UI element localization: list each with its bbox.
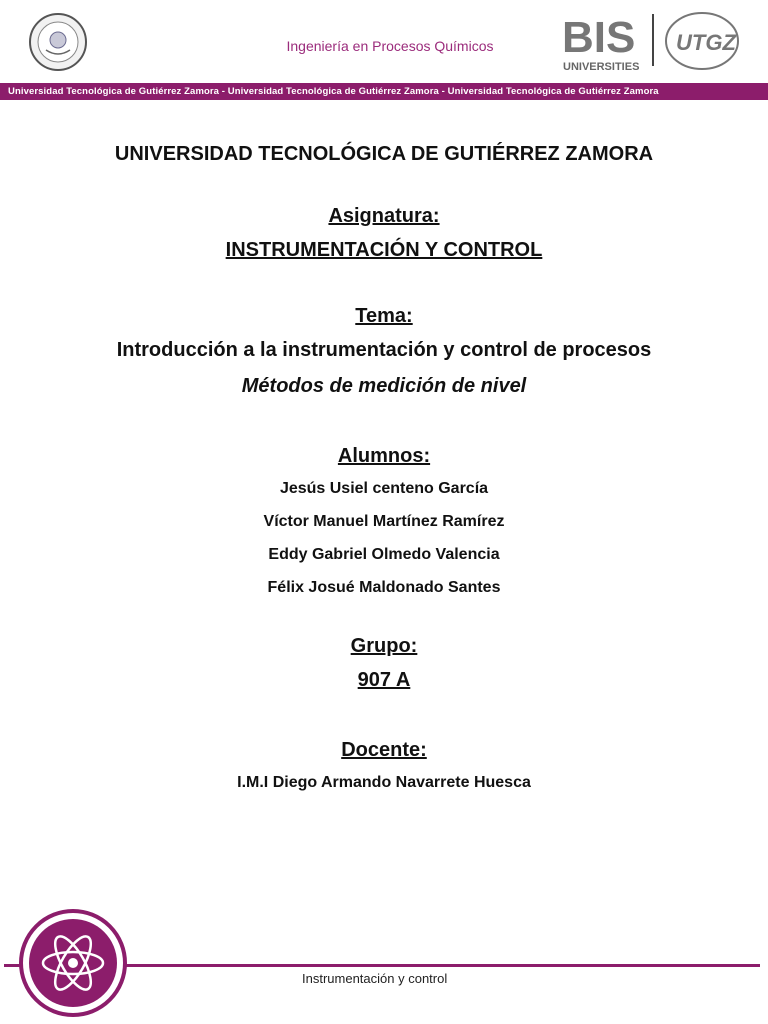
utgz-logo [662,10,742,72]
group-label: Grupo: [350,635,418,657]
footer-subject: Instrumentación y control [302,971,448,986]
bis-universities-logo [560,6,640,76]
subject-name: INSTRUMENTACIÓN Y CONTROL [225,239,543,261]
student-name: Félix Josué Maldonado Santes [267,579,501,596]
student-name: Eddy Gabriel Olmedo Valencia [268,546,500,563]
program-name: Ingeniería en Procesos Químicos [286,38,494,54]
group-value: 907 A [357,669,411,691]
bis-logo-subtext: UNIVERSITIES [563,61,640,73]
topic-label: Tema: [355,305,413,327]
student-name: Víctor Manuel Martínez Ramírez [263,513,505,530]
teacher-name: I.M.I Diego Armando Navarrete Huesca [237,774,531,791]
utgz-logo-text: UTGZ [676,30,736,55]
university-seal-logo [28,12,88,72]
logo-divider [652,14,654,66]
subtopic-name: Métodos de medición de nivel [241,375,527,397]
student-name: Jesús Usiel centeno García [279,480,489,497]
page-header [0,0,768,82]
students-label: Alumnos: [337,445,431,467]
teacher-label: Docente: [341,739,427,761]
topic-name: Introducción a la instrumentación y control de procesos [116,339,652,361]
atom-emblem-icon [14,908,132,1018]
cover-content [0,140,768,794]
subject-label: Asignatura: [328,205,440,227]
banner-text: Universidad Tecnológica de Gutiérrez Zamora - Universidad Tecnológica de Gutiérrez Zamora - Universidad Tecnológica de Gutiérrez Zamora [8,86,659,97]
university-name: UNIVERSIDAD TECNOLÓGICA DE GUTIÉRREZ ZAMORA [114,143,654,165]
header-banner [0,83,768,100]
bis-logo-text: BIS [562,13,636,62]
